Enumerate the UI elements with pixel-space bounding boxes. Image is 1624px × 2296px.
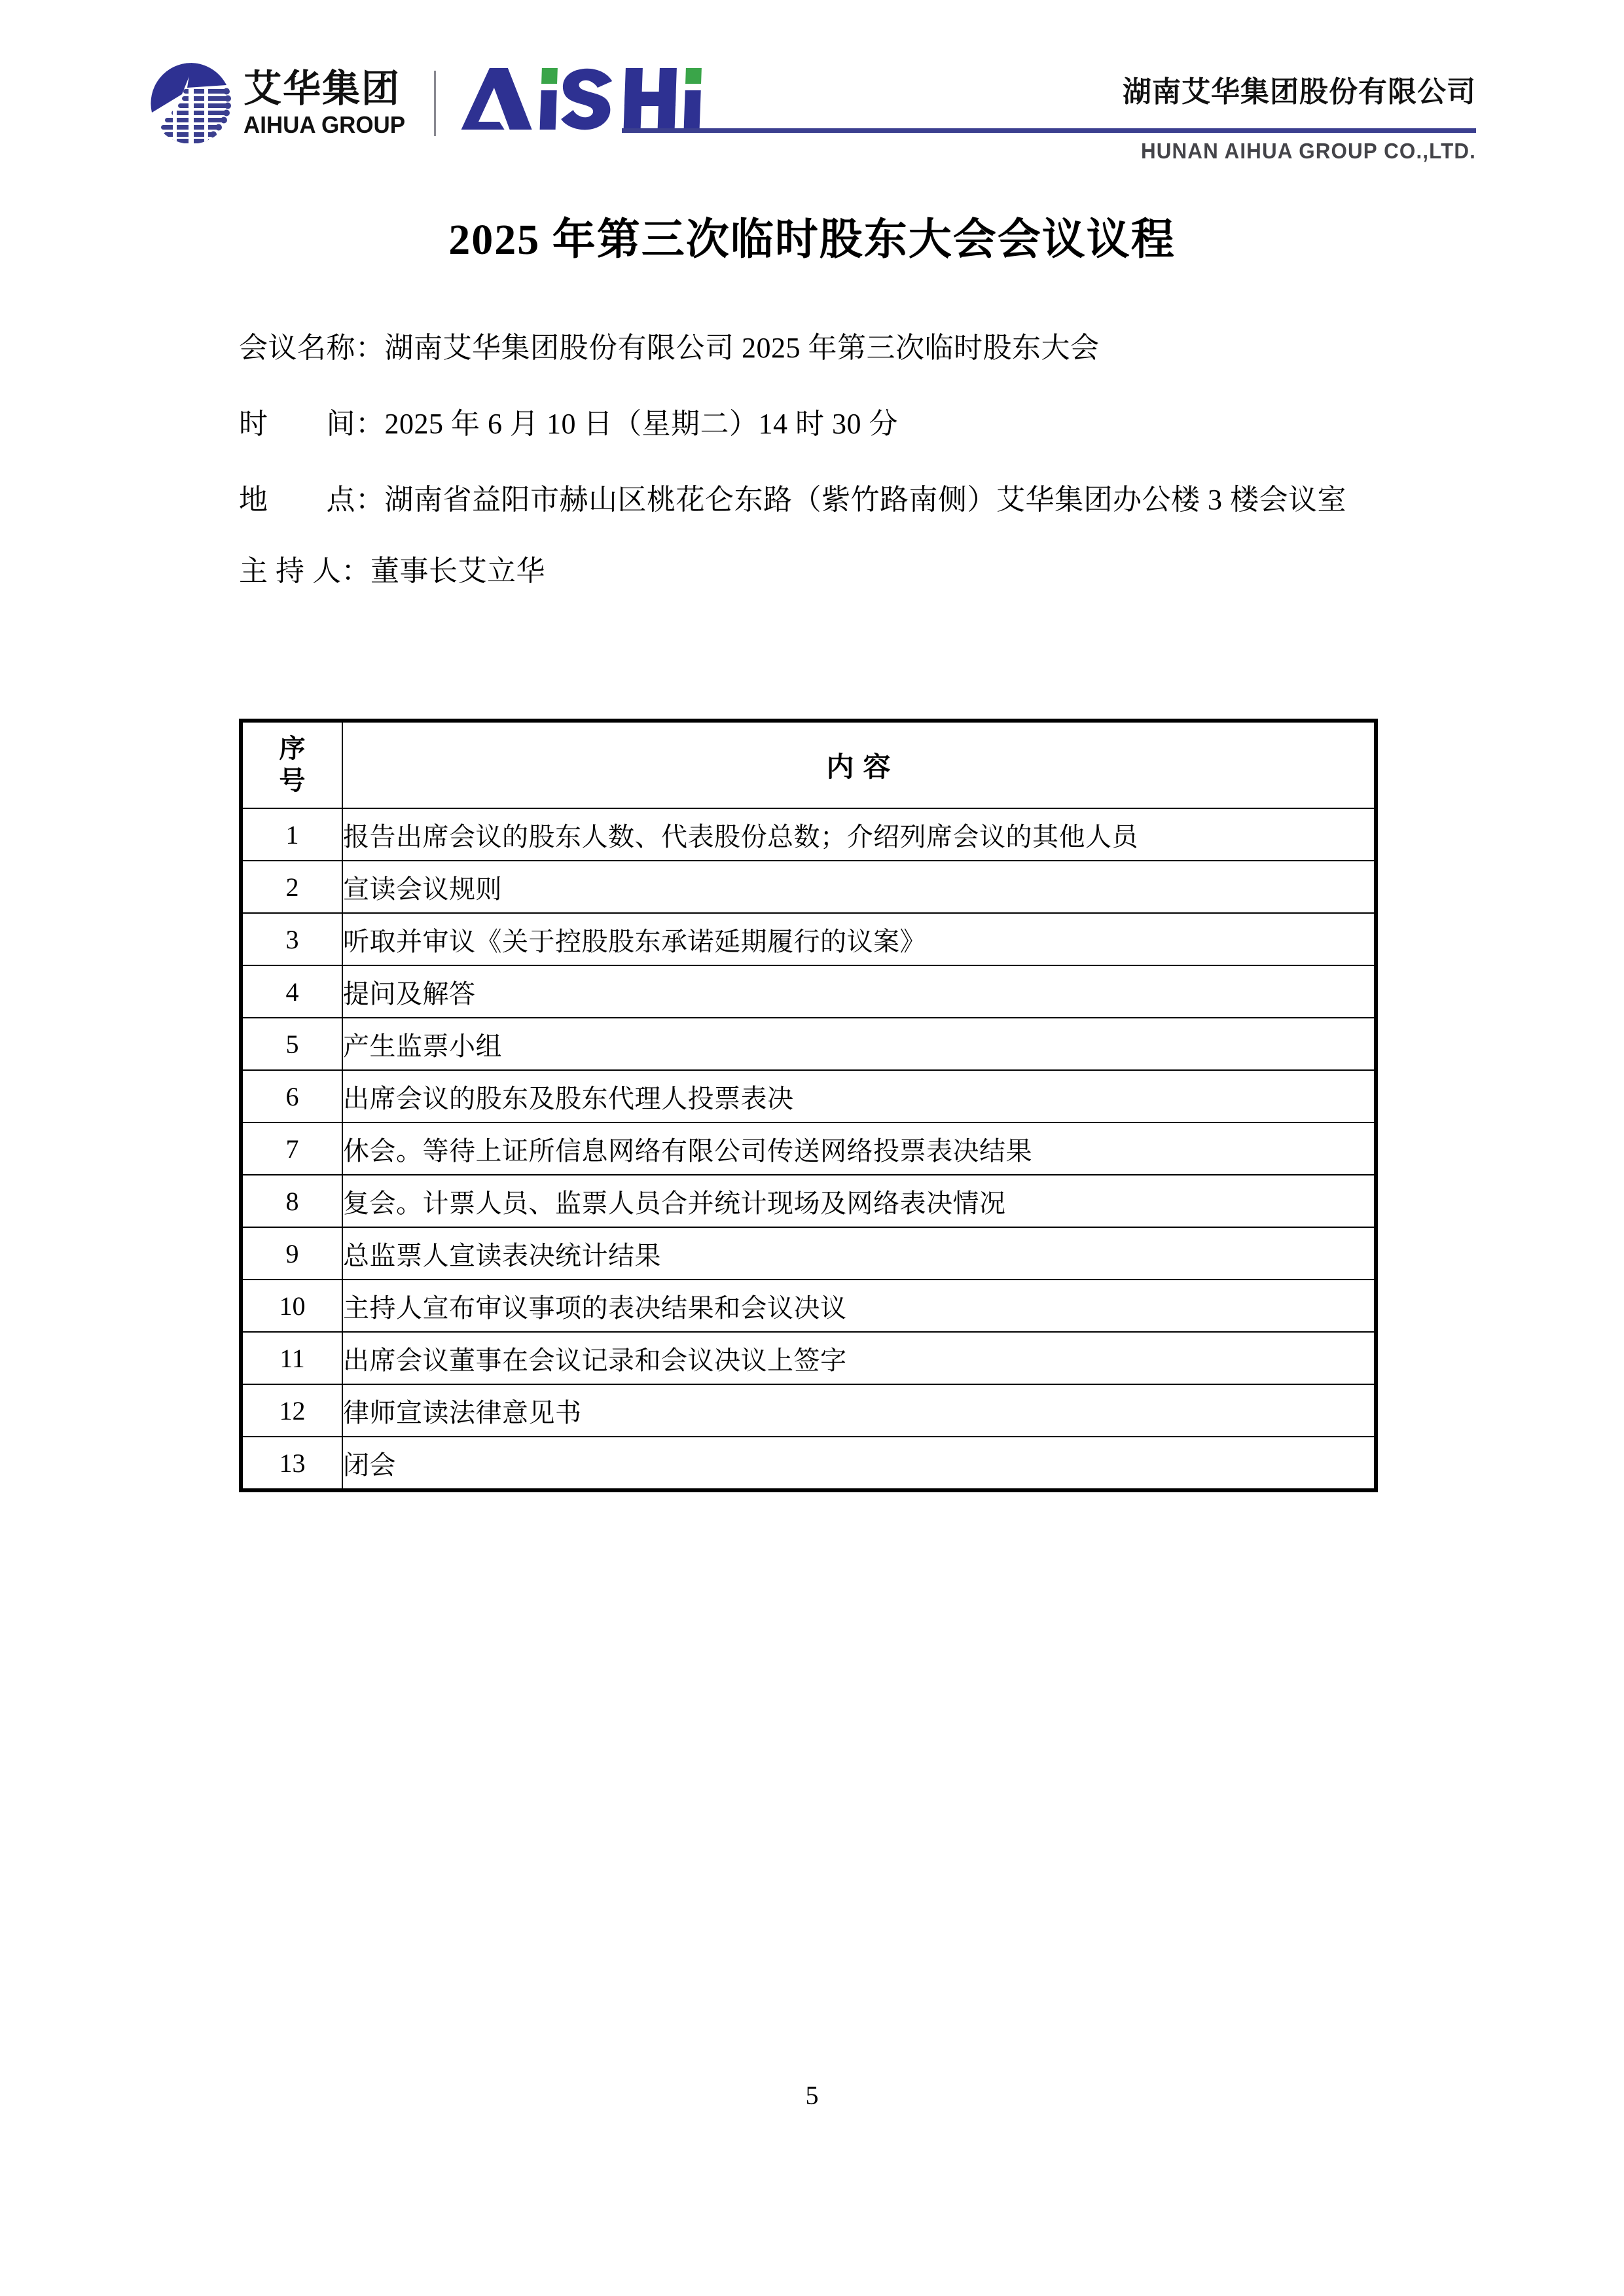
agenda-row-content: 报告出席会议的股东人数、代表股份总数；介绍列席会议的其他人员: [342, 808, 1376, 861]
table-row: [241, 1227, 1376, 1280]
agenda-table-wrapper: [239, 719, 1378, 1492]
agenda-table-body: [241, 808, 1376, 1490]
table-row: [241, 1437, 1376, 1490]
table-row: [241, 1332, 1376, 1384]
agenda-table: [239, 719, 1378, 1492]
meta-meeting-host-label: 主 持 人：: [239, 555, 370, 588]
meta-meeting-name-label: 会议名称：: [239, 332, 385, 364]
agenda-row-number: 1: [241, 808, 342, 861]
meta-meeting-time-label: 时 间：: [239, 407, 385, 440]
agenda-row-number: 2: [241, 861, 342, 913]
table-header-row: [241, 721, 1376, 808]
column-header-no: [241, 721, 342, 808]
table-row: [241, 1175, 1376, 1227]
table-row: [241, 1384, 1376, 1437]
column-header-no-line1: 序: [279, 734, 306, 764]
page-number: 5: [805, 2081, 819, 2110]
table-row: [241, 808, 1376, 861]
agenda-row-content: 出席会议的股东及股东代理人投票表决: [342, 1070, 1376, 1122]
agenda-row-content: 总监票人宣读表决统计结果: [342, 1227, 1376, 1280]
column-header-content: 内容: [342, 721, 1376, 808]
aihua-wordmark-en: AIHUA GROUP: [244, 111, 406, 138]
table-row: [241, 1018, 1376, 1070]
agenda-row-number: 11: [241, 1332, 342, 1384]
meta-meeting-place-value: 湖南省益阳市赫山区桃花仑东路（紫竹路南侧）艾华集团办公楼 3 楼会议室: [384, 483, 1346, 516]
meta-meeting-host-value: 董事长艾立华: [370, 555, 545, 588]
aihua-wordmark-cn: 艾华集团: [244, 67, 401, 110]
meta-meeting-time: [239, 403, 1378, 445]
meta-meeting-place-label: 地 点：: [239, 483, 385, 516]
agenda-row-number: 5: [241, 1018, 342, 1070]
company-name-en: HUNAN AIHUA GROUP CO.,LTD.: [1140, 139, 1476, 163]
meta-meeting-name-value: 湖南艾华集团股份有限公司 2025 年第三次临时股东大会: [384, 332, 1100, 364]
table-row: [241, 1280, 1376, 1332]
table-row: [241, 965, 1376, 1018]
agenda-row-number: 7: [241, 1122, 342, 1175]
table-row: [241, 861, 1376, 913]
logo-divider: [434, 71, 436, 136]
agenda-row-content: 主持人宣布审议事项的表决结果和会议决议: [342, 1280, 1376, 1332]
agenda-row-number: 10: [241, 1280, 342, 1332]
company-name-cn: 湖南艾华集团股份有限公司: [1123, 76, 1476, 108]
agenda-row-content: 律师宣读法律意见书: [342, 1384, 1376, 1437]
meta-meeting-host: [239, 550, 1378, 592]
agenda-row-content: 复会。计票人员、监票人员合并统计现场及网络表决情况: [342, 1175, 1376, 1227]
agenda-table-head: [241, 721, 1376, 808]
aishi-logo-icon: [458, 64, 703, 134]
aihua-circle-logo-icon: [149, 62, 233, 145]
agenda-row-number: 13: [241, 1437, 342, 1490]
aihua-wordmark: [244, 67, 410, 138]
agenda-row-number: 4: [241, 965, 342, 1018]
agenda-row-number: 8: [241, 1175, 342, 1227]
agenda-row-number: 6: [241, 1070, 342, 1122]
agenda-row-content: 提问及解答: [342, 965, 1376, 1018]
brand-logo-block: [149, 58, 702, 149]
document-header: [0, 0, 1624, 170]
meta-meeting-place: [239, 479, 1378, 521]
agenda-row-content: 听取并审议《关于控股股东承诺延期履行的议案》: [342, 913, 1376, 965]
page-title: 2025 年第三次临时股东大会会议议程: [448, 216, 1176, 264]
agenda-row-number: 12: [241, 1384, 342, 1437]
agenda-row-number: 9: [241, 1227, 342, 1280]
table-row: [241, 913, 1376, 965]
agenda-row-content: 闭会: [342, 1437, 1376, 1490]
agenda-row-content: 休会。等待上证所信息网络有限公司传送网络投票表决结果: [342, 1122, 1376, 1175]
header-rule: [622, 128, 1476, 133]
meta-meeting-name: [239, 327, 1378, 369]
column-header-no-line2: 号: [279, 766, 306, 795]
meta-meeting-time-value: 2025 年 6 月 10 日（星期二）14 时 30 分: [384, 407, 898, 440]
table-row: [241, 1122, 1376, 1175]
agenda-row-content: 宣读会议规则: [342, 861, 1376, 913]
agenda-row-content: 产生监票小组: [342, 1018, 1376, 1070]
meeting-meta: [239, 327, 1378, 626]
table-row: [241, 1070, 1376, 1122]
agenda-row-content: 出席会议董事在会议记录和会议决议上签字: [342, 1332, 1376, 1384]
agenda-row-number: 3: [241, 913, 342, 965]
